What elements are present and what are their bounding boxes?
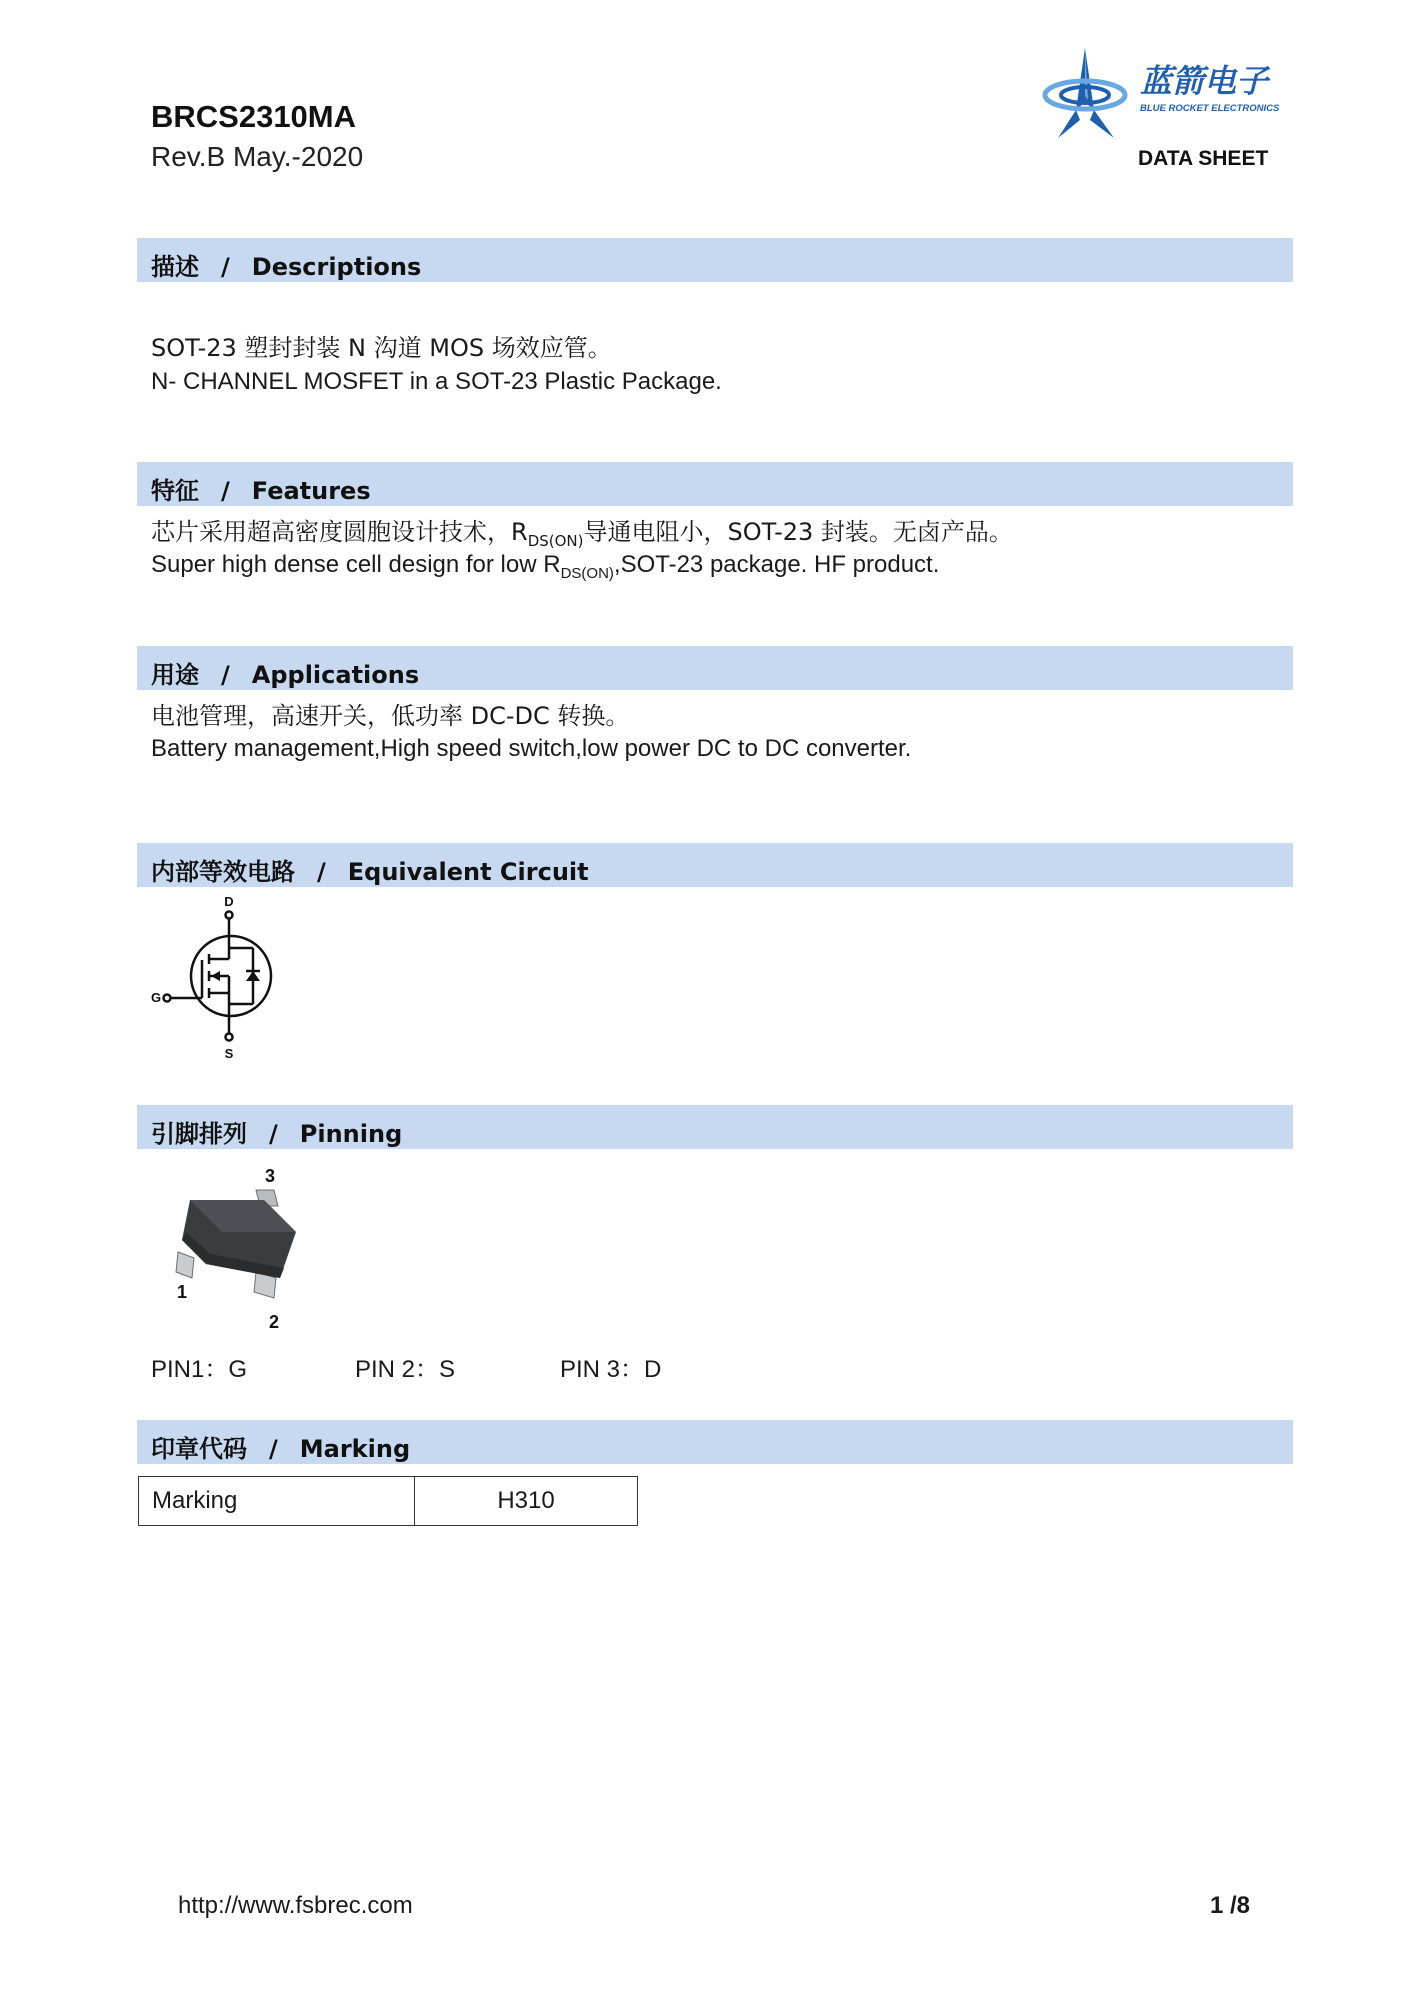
package-pin-3-label: 3	[264, 1166, 276, 1186]
section-title-zh: 内部等效电路	[151, 858, 295, 886]
pin-s-label: S	[224, 1046, 234, 1061]
section-title-zh: 引脚排列	[151, 1120, 247, 1148]
applications-en: Battery management,High speed switch,low power DC to DC converter.	[151, 735, 912, 762]
document-type: DATA SHEET	[1138, 147, 1269, 170]
pin3-assignment: PIN 3：D	[560, 1356, 662, 1383]
section-pinning	[137, 1105, 1293, 1149]
revision-date: Rev.B May.-2020	[151, 141, 364, 172]
section-separator: /	[221, 477, 230, 505]
section-title	[151, 852, 589, 887]
section-title-zh: 印章代码	[151, 1435, 247, 1463]
section-title-en: Marking	[299, 1435, 411, 1463]
section-title	[151, 1114, 402, 1149]
logo-text-zh: 蓝箭电子	[1140, 62, 1269, 100]
section-separator: /	[269, 1435, 278, 1463]
section-title-zh: 描述	[151, 253, 199, 281]
pin2-assignment: PIN 2：S	[355, 1356, 456, 1383]
company-logo	[1030, 40, 1300, 150]
description-zh: SOT-23 塑封封装 N 沟道 MOS 场效应管。	[151, 334, 612, 362]
section-title-en: Pinning	[299, 1120, 403, 1148]
pin1-assignment: PIN1：G	[151, 1356, 248, 1383]
arrow-icon	[211, 971, 220, 981]
package-pin-1-label: 1	[176, 1282, 188, 1302]
section-title-zh: 特征	[151, 477, 199, 505]
section-applications	[137, 646, 1293, 690]
sot23-package-image	[160, 1160, 360, 1340]
marking-label-cell: Marking	[139, 1477, 415, 1525]
diode-icon	[246, 971, 260, 981]
section-title-en: Features	[251, 477, 371, 505]
page-number: 1 /8	[1210, 1892, 1251, 1919]
section-equivalent-circuit	[137, 843, 1293, 887]
marking-table	[138, 1476, 638, 1526]
features-zh: 芯片采用超高密度圆胞设计技术，$R_{DS(ON)}$导通电阻小，SOT-23 封装。无卤产品。	[151, 518, 1013, 550]
rocket-logo-icon	[1045, 48, 1125, 138]
section-title-en: Applications	[251, 661, 420, 689]
section-title-zh: 用途	[151, 661, 199, 689]
section-separator: /	[317, 858, 326, 886]
part-number: BRCS2310MA	[151, 99, 357, 134]
section-separator: /	[269, 1120, 278, 1148]
features-en: Super high dense cell design for low $R_{DS(ON)},SOT-23$ package. HF product.	[151, 551, 940, 582]
section-title	[151, 471, 371, 506]
footer-url-link[interactable]: http://www.fsbrec.com	[178, 1892, 413, 1919]
package-pin-2-label: 2	[268, 1312, 280, 1332]
applications-zh: 电池管理，高速开关，低功率 DC-DC 转换。	[151, 702, 630, 730]
section-title	[151, 1429, 410, 1464]
section-separator: /	[221, 661, 230, 689]
section-marking	[137, 1420, 1293, 1464]
section-descriptions	[137, 238, 1293, 282]
section-title	[151, 247, 421, 282]
mosfet-symbol-diagram	[145, 892, 285, 1062]
marking-value-cell: H310	[497, 1487, 555, 1514]
logo-text-en: BLUE ROCKET ELECTRONICS	[1140, 103, 1280, 114]
section-separator: /	[221, 253, 230, 281]
section-title-en: Equivalent Circuit	[347, 858, 589, 886]
description-en: N- CHANNEL MOSFET in a SOT-23 Plastic Package.	[151, 368, 722, 395]
section-features	[137, 462, 1293, 506]
pin-d-label: D	[224, 894, 234, 909]
pin-g-label: G	[151, 990, 162, 1005]
sot23-package-icon	[176, 1190, 296, 1298]
section-title-en: Descriptions	[251, 253, 422, 281]
section-title	[151, 655, 419, 690]
